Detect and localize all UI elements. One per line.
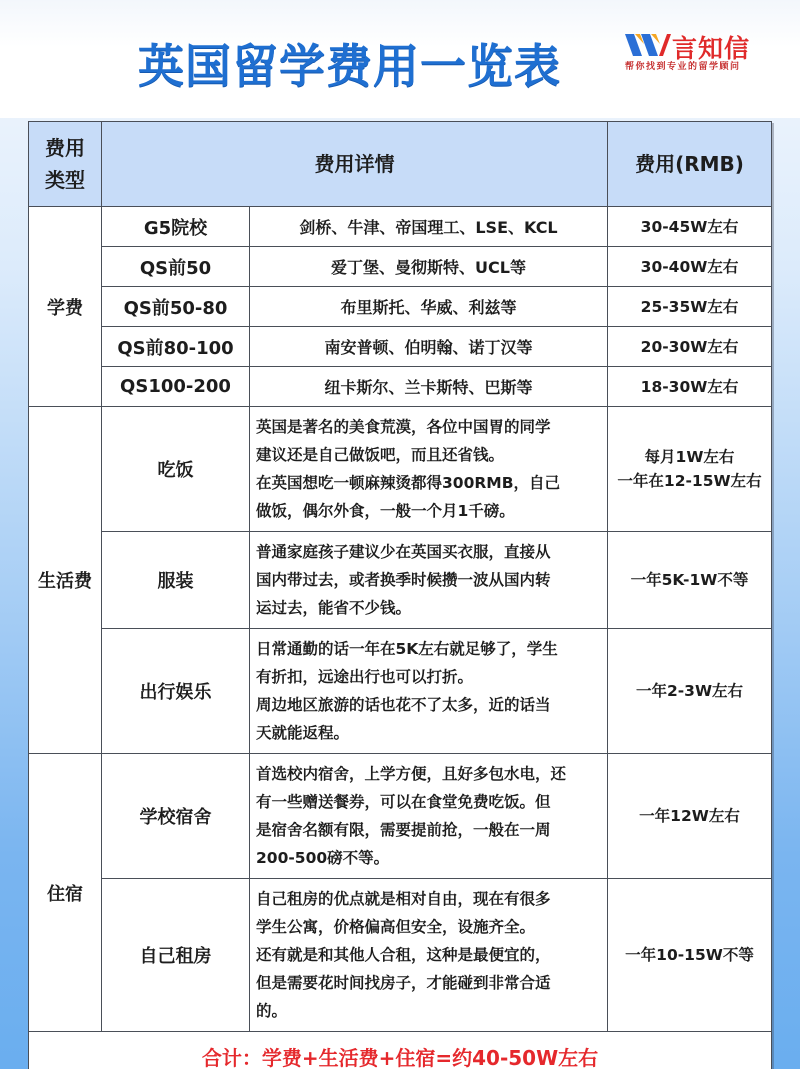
row-detail (250, 407, 608, 532)
row-item: QS100-200 (102, 367, 250, 407)
row-cost: 一年2-3W左右 (608, 629, 772, 754)
type-tuition: 学费 (29, 207, 102, 407)
row-item: 学校宿舍 (102, 754, 250, 879)
table-row (29, 367, 772, 407)
row-cost: 30-45W左右 (608, 207, 772, 247)
detail-line: 天就能返程。 (256, 724, 350, 742)
type-accommodation: 住宿 (29, 754, 102, 1032)
row-cost: 一年5K-1W不等 (608, 532, 772, 629)
detail-line: 运过去，能省不少钱。 (256, 599, 412, 617)
row-item: QS前50-80 (102, 287, 250, 327)
row-detail (250, 754, 608, 879)
row-detail: 布里斯托、华威、利兹等 (250, 287, 608, 327)
detail-line: 自己租房的优点就是相对自由，现在有很多 (256, 890, 551, 908)
header-fee-type-line2: 类型 (45, 168, 85, 192)
row-item: QS前80-100 (102, 327, 250, 367)
logo-mark-icon (625, 34, 671, 56)
detail-line: 但是需要花时间找房子，才能碰到非常合适 (256, 974, 551, 992)
detail-line: 周边地区旅游的话也花不了太多，近的话当 (256, 696, 551, 714)
detail-line: 是宿舍名额有限，需要提前抢，一般在一周 (256, 821, 551, 839)
row-item: QS前50 (102, 247, 250, 287)
detail-line: 的。 (256, 1002, 288, 1020)
detail-line: 学生公寓，价格偏高但安全，设施齐全。 (256, 918, 536, 936)
row-cost (608, 407, 772, 532)
table-row (29, 754, 772, 879)
detail-line: 普通家庭孩子建议少在英国买衣服，直接从 (256, 543, 551, 561)
table-row (29, 287, 772, 327)
table-row (29, 247, 772, 287)
total-row (29, 1032, 772, 1069)
logo-name: 言知信 (672, 34, 751, 63)
row-detail: 剑桥、牛津、帝国理工、LSE、KCL (250, 207, 608, 247)
detail-line: 英国是著名的美食荒漠，各位中国胃的同学 (256, 418, 551, 436)
detail-line: 做饭，偶尔外食，一般一个月1千磅。 (256, 502, 515, 520)
logo-slogan: 帮你找到专业的留学顾问 (625, 62, 741, 72)
header-fee-type (29, 122, 102, 207)
detail-line: 建议还是自己做饭吧，而且还省钱。 (256, 446, 505, 464)
table-row (29, 629, 772, 754)
detail-line: 有一些赠送餐券，可以在食堂免费吃饭。但 (256, 793, 551, 811)
brand-logo (622, 31, 792, 73)
table-row (29, 207, 772, 247)
header-fee-detail: 费用详情 (102, 122, 608, 207)
row-detail (250, 879, 608, 1032)
row-item: 吃饭 (102, 407, 250, 532)
page-title: 英国留学费用一览表 (138, 39, 561, 93)
fee-table (28, 121, 772, 1069)
detail-line: 还有就是和其他人合租，这种是最便宜的， (256, 946, 551, 964)
row-cost: 一年12W左右 (608, 754, 772, 879)
table-row (29, 532, 772, 629)
table-row (29, 327, 772, 367)
type-living: 生活费 (29, 407, 102, 754)
cost-line: 每月1W左右 (644, 448, 735, 466)
row-cost: 20-30W左右 (608, 327, 772, 367)
row-detail: 爱丁堡、曼彻斯特、UCL等 (250, 247, 608, 287)
row-detail (250, 532, 608, 629)
table-header-row (29, 122, 772, 207)
header-fee-amount: 费用(RMB) (608, 122, 772, 207)
row-cost: 一年10-15W不等 (608, 879, 772, 1032)
detail-line: 在英国想吃一顿麻辣烫都得300RMB，自己 (256, 474, 561, 492)
row-item: G5院校 (102, 207, 250, 247)
table-row (29, 879, 772, 1032)
table-row (29, 407, 772, 532)
row-detail: 南安普顿、伯明翰、诺丁汉等 (250, 327, 608, 367)
row-item: 出行娱乐 (102, 629, 250, 754)
row-item: 自己租房 (102, 879, 250, 1032)
detail-line: 首选校内宿舍，上学方便，且好多包水电，还 (256, 765, 567, 783)
row-item: 服装 (102, 532, 250, 629)
row-detail (250, 629, 608, 754)
row-cost: 30-40W左右 (608, 247, 772, 287)
detail-line: 200-500磅不等。 (256, 849, 390, 867)
row-detail: 纽卡斯尔、兰卡斯特、巴斯等 (250, 367, 608, 407)
total-summary: 合计：学费+生活费+住宿=约40-50W左右 (29, 1032, 772, 1069)
row-cost: 25-35W左右 (608, 287, 772, 327)
detail-line: 有折扣，远途出行也可以打折。 (256, 668, 474, 686)
detail-line: 国内带过去，或者换季时候攒一波从国内转 (256, 571, 551, 589)
row-cost: 18-30W左右 (608, 367, 772, 407)
cost-line: 一年在12-15W左右 (617, 472, 762, 490)
header-fee-type-line1: 费用 (45, 136, 85, 160)
detail-line: 日常通勤的话一年在5K左右就足够了，学生 (256, 640, 558, 658)
